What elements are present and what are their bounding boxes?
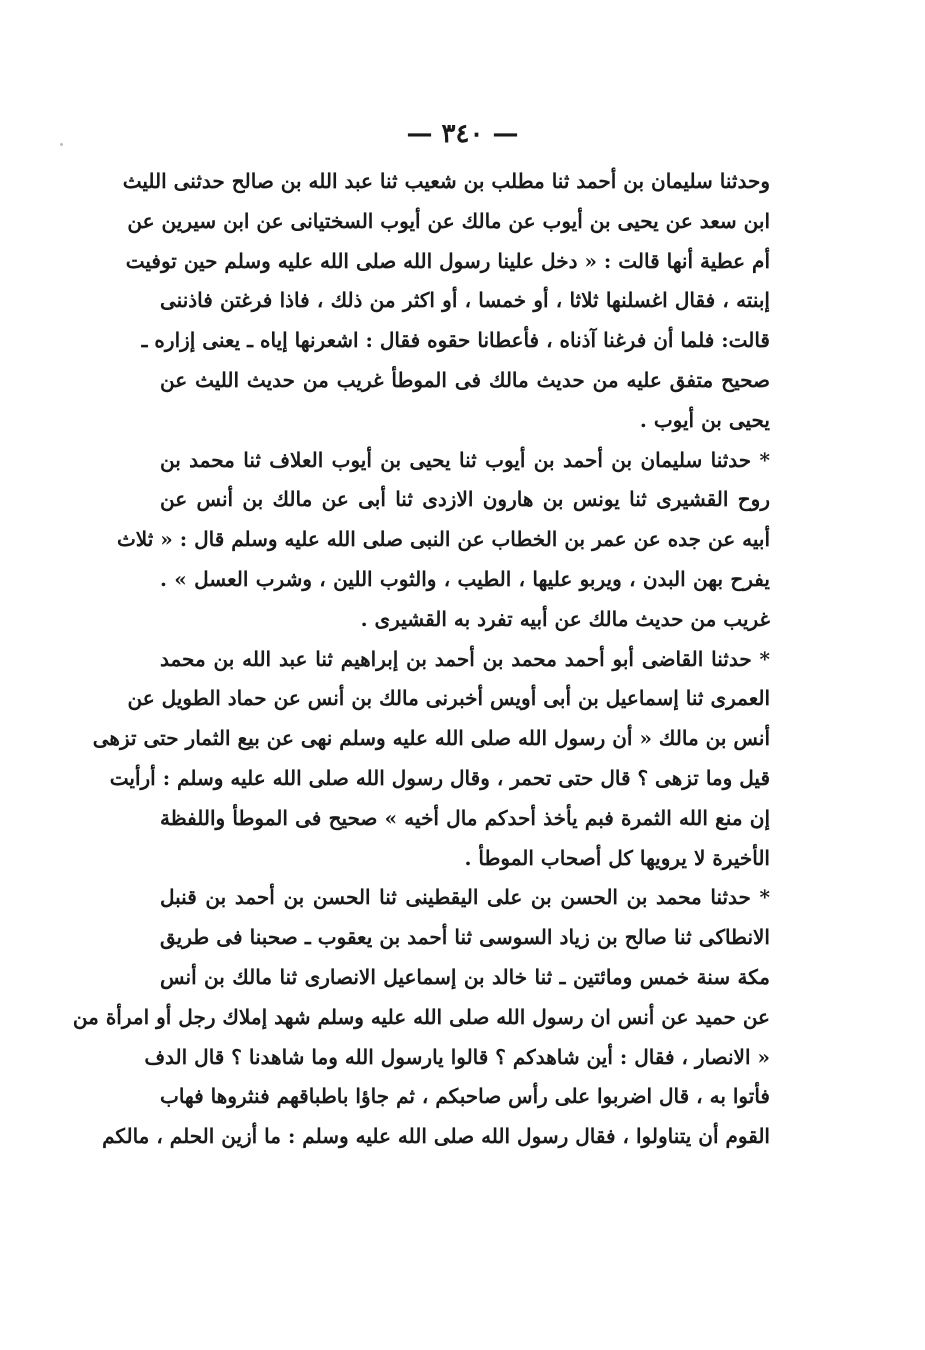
text-line: أم عطية أنها قالت : « دخل علينا رسول الله صلى الله عليه وسلم حين توفيت — [125, 248, 770, 273]
text-line: ابن سعد عن يحيى بن أيوب عن مالك عن أيوب السختيانى عن ابن سيرين عن — [127, 208, 770, 233]
text-line: العمرى ثنا إسماعيل بن أبى أويس أخبرنى مالك بن أنس عن حماد الطويل عن — [127, 686, 770, 711]
text-line: صحيح متفق عليه من حديث مالك فى الموطأ غريب من حديث الليث عن — [160, 367, 770, 392]
text-line: يفرح بهن البدن ، ويربو عليها ، الطيب ، والثوب اللين ، وشرب العسل » . — [160, 566, 770, 591]
text-line: إبنته ، فقال اغسلنها ثلاثا ، أو خمسا ، أو اكثر من ذلك ، فاذا فرغتن فاذننى — [160, 288, 770, 313]
text-line: قالت: فلما أن فرغنا آذناه ، فأعطانا حقوه فقال : اشعرنها إياه ـ يعنى إزاره ـ — [141, 328, 770, 353]
text-line: الأخيرة لا يرويها كل أصحاب الموطأ . — [464, 845, 770, 870]
text-line: مكة سنة خمس ومائتين ـ ثنا خالد بن إسماعيل الانصارى ثنا مالك بن أنس — [160, 964, 770, 989]
text-line: عن حميد عن أنس ان رسول الله صلى الله عليه وسلم شهد إملاك رجل أو امرأة من — [72, 1004, 770, 1029]
text-line: أبيه عن جده عن عمر بن الخطاب عن النبى صلى الله عليه وسلم قال : « ثلاث — [116, 527, 770, 552]
text-line: القوم أن يتناولوا ، فقال رسول الله صلى الله عليه وسلم : ما أزين الحلم ، مالكم — [102, 1124, 770, 1149]
text-line: * حدثنا القاضى أبو أحمد محمد بن أحمد بن إبراهيم ثنا عبد الله بن محمد — [160, 646, 770, 671]
text-line: * حدثنا محمد بن الحسن بن على اليقطينى ثنا الحسن بن أحمد بن قنبل — [160, 885, 770, 910]
text-line: يحيى بن أيوب . — [639, 407, 770, 432]
text-line: * حدثنا سليمان بن أحمد بن أيوب ثنا يحيى بن أيوب العلاف ثنا محمد بن — [160, 447, 770, 472]
body-text — [72, 162, 770, 1157]
text-line: إن منع الله الثمرة فبم يأخذ أحدكم مال أخيه » صحيح فى الموطأ واللفظة — [160, 805, 770, 830]
page-number: — ٣٤٠ — — [406, 119, 519, 149]
text-line: روح القشيرى ثنا يونس بن هارون الازدى ثنا أبى عن مالك بن أنس عن — [160, 487, 770, 512]
text-line: غريب من حديث مالك عن أبيه تفرد به القشيرى . — [360, 606, 770, 631]
text-line: فأتوا به ، قال اضربوا على رأس صاحبكم ، ثم جاؤا باطباقهم فنثروها فهاب — [160, 1084, 770, 1109]
text-line: قيل وما تزهى ؟ قال حتى تحمر ، وقال رسول الله صلى الله عليه وسلم : أرأيت — [109, 765, 770, 790]
text-line: أنس بن مالك « أن رسول الله صلى الله عليه وسلم نهى عن بيع الثمار حتى تزهى — [92, 726, 770, 751]
text-line: الانطاكى ثنا صالح بن زياد السوسى ثنا أحمد بن يعقوب ـ صحبنا فى طريق — [160, 925, 770, 950]
text-line: « الانصار ، فقال : أين شاهدكم ؟ قالوا يارسول الله وما شاهدنا ؟ قال الدف — [144, 1044, 770, 1069]
text-line: وحدثنا سليمان بن أحمد ثنا مطلب بن شعيب ثنا عبد الله بن صالح حدثنى الليث — [122, 169, 770, 193]
